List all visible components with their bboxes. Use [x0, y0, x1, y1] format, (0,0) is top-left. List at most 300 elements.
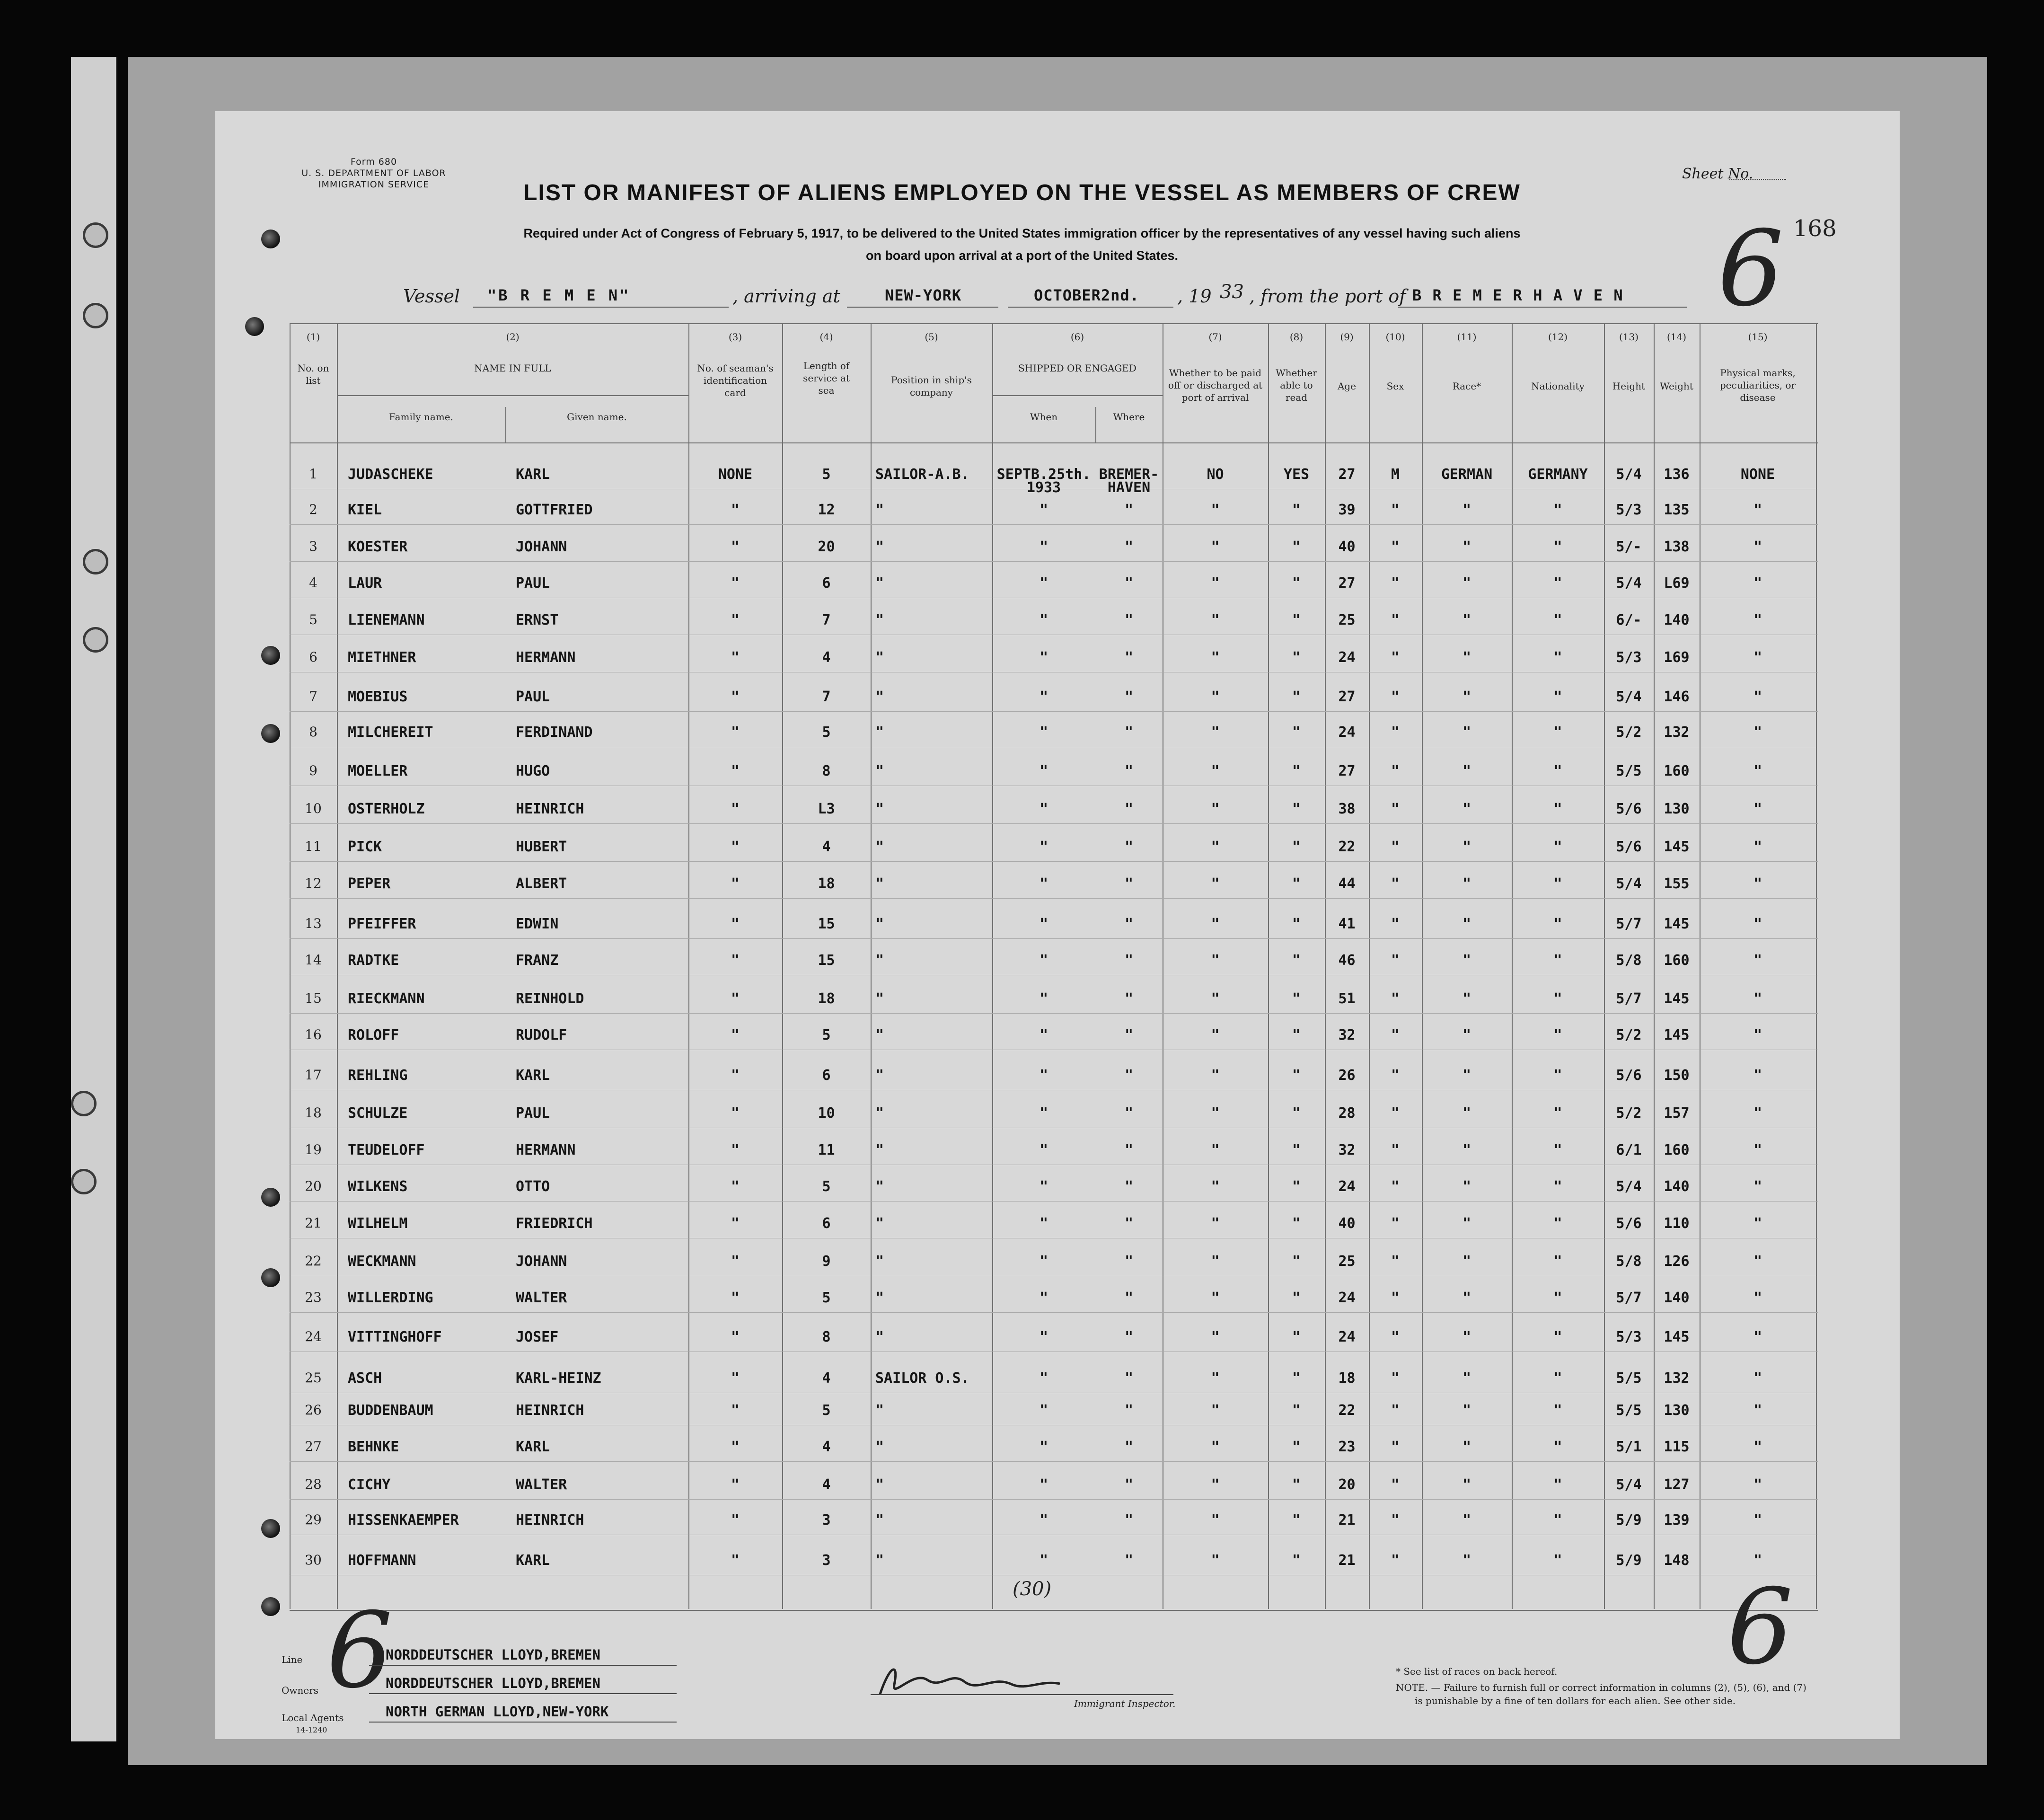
cell-family-name: BUDDENBAUM [348, 1402, 433, 1419]
cell-length-of-service: 5 [822, 1402, 831, 1419]
departure-port-line [1398, 307, 1687, 308]
cell-age: 27 [1338, 763, 1356, 779]
cell-nationality: " [1553, 1142, 1562, 1158]
cell-family-name: LIENEMANN [348, 612, 425, 628]
cell-race: " [1462, 763, 1471, 779]
cell-shipped-where: " [1124, 1253, 1134, 1270]
col-position-header: Position in ship's company [891, 374, 972, 398]
cell-sex: " [1391, 689, 1400, 705]
cell-age: 38 [1338, 801, 1356, 817]
cell-family-name: WILLERDING [348, 1290, 433, 1306]
cell-age: 46 [1338, 952, 1356, 969]
cell-able-to-read: " [1292, 502, 1301, 518]
cell-physical-marks: " [1753, 1027, 1762, 1043]
row-divider [290, 861, 1818, 862]
cell-position: " [875, 839, 884, 855]
cell-weight: 155 [1664, 875, 1690, 892]
cell-weight: 126 [1664, 1253, 1690, 1270]
cell-family-name: ROLOFF [348, 1027, 399, 1043]
cell-family-name: SCHULZE [348, 1105, 408, 1122]
cell-race: " [1462, 1253, 1471, 1270]
cell-weight: 140 [1664, 1178, 1690, 1195]
arrival-date-line [1008, 307, 1173, 308]
cell-weight: 157 [1664, 1105, 1690, 1122]
cell-nationality: " [1553, 689, 1562, 705]
cell-id-card: " [731, 612, 740, 628]
cell-shipped-when: " [1039, 1178, 1048, 1195]
cell-given-name: REINHOLD [516, 990, 584, 1007]
cell-physical-marks: " [1753, 952, 1762, 969]
cell-physical-marks: NONE [1740, 466, 1775, 483]
cell-family-name: PEPER [348, 875, 391, 892]
cell-given-name: PAUL [516, 689, 550, 705]
cell-shipped-when-year: 1933 [1026, 479, 1061, 496]
cell-weight: 150 [1664, 1067, 1690, 1084]
cell-able-to-read: " [1292, 689, 1301, 705]
cell-height: 5/9 [1616, 1552, 1642, 1569]
rivet [245, 317, 264, 336]
cell-age: 26 [1338, 1067, 1356, 1084]
cell-shipped-where-cont: HAVEN [1107, 479, 1151, 496]
cell-age: 21 [1338, 1512, 1356, 1528]
vessel-name-line [473, 307, 729, 308]
cell-position: " [875, 1290, 884, 1306]
cell-given-name: OTTO [516, 1178, 550, 1195]
col-read-header: Whether able to read [1276, 367, 1317, 403]
cell-sex: " [1391, 1290, 1400, 1306]
cell-row-number: 29 [305, 1512, 322, 1528]
cell-age: 20 [1338, 1476, 1356, 1493]
cell-length-of-service: 5 [822, 1290, 831, 1306]
col-12-number: (12) [1548, 331, 1568, 343]
col-nationality-header: Nationality [1531, 380, 1585, 392]
owners-value: NORDDEUTSCHER LLOYD,BREMEN [386, 1675, 600, 1691]
col-where-header: Where [1113, 411, 1145, 423]
cell-length-of-service: 4 [822, 839, 831, 855]
cell-id-card: " [731, 539, 740, 555]
cell-weight: 115 [1664, 1439, 1690, 1455]
cell-physical-marks: " [1753, 1329, 1762, 1345]
cell-id-card: " [731, 1215, 740, 1232]
cell-length-of-service: 5 [822, 1178, 831, 1195]
cell-sex: " [1391, 839, 1400, 855]
races-note: * See list of races on back hereof. [1396, 1666, 1558, 1677]
row-divider [290, 711, 1818, 712]
cell-race: " [1462, 1067, 1471, 1084]
rivet [261, 1597, 280, 1616]
cell-height: 5/9 [1616, 1512, 1642, 1528]
col-shipped-header: SHIPPED OR ENGAGED [1018, 362, 1137, 374]
cell-given-name: JOSEF [516, 1329, 559, 1345]
owners-value-line [369, 1693, 677, 1694]
cell-position: " [875, 612, 884, 628]
col-5-number: (5) [925, 331, 938, 343]
cell-given-name: ERNST [516, 612, 559, 628]
row-divider [290, 1461, 1818, 1462]
cell-length-of-service: 15 [818, 952, 835, 969]
cell-sex: M [1391, 466, 1400, 483]
cell-paid-off: " [1211, 763, 1220, 779]
cell-id-card: " [731, 1512, 740, 1528]
cell-nationality: " [1553, 724, 1562, 741]
cell-age: 22 [1338, 1402, 1356, 1419]
cell-nationality: " [1553, 952, 1562, 969]
cell-family-name: KIEL [348, 502, 382, 518]
col-family-name-header: Family name. [389, 411, 453, 423]
cell-able-to-read: " [1292, 952, 1301, 969]
cell-row-number: 23 [305, 1290, 322, 1305]
cell-shipped-when: " [1039, 875, 1048, 892]
cell-height: 5/2 [1616, 724, 1642, 741]
cell-id-card: " [731, 649, 740, 666]
cell-shipped-when: " [1039, 502, 1048, 518]
cell-shipped-when: " [1039, 689, 1048, 705]
total-count: (30) [1013, 1578, 1052, 1600]
cell-length-of-service: 12 [818, 502, 835, 518]
cell-sex: " [1391, 1439, 1400, 1455]
cell-able-to-read: " [1292, 575, 1301, 592]
cell-weight: 145 [1664, 839, 1690, 855]
cell-shipped-when: " [1039, 1067, 1048, 1084]
cell-paid-off: " [1211, 875, 1220, 892]
cell-height: 5/5 [1616, 1402, 1642, 1419]
cell-length-of-service: 10 [818, 1105, 835, 1122]
cell-sex: " [1391, 612, 1400, 628]
cell-id-card: " [731, 1253, 740, 1270]
row-divider [290, 1201, 1818, 1202]
cell-given-name: HEINRICH [516, 801, 584, 817]
cell-nationality: " [1553, 1027, 1562, 1043]
cell-able-to-read: " [1292, 1439, 1301, 1455]
cell-given-name: FRANZ [516, 952, 559, 969]
cell-height: 5/6 [1616, 1067, 1642, 1084]
col-physical-marks-header: Physical marks, peculiarities, or disease [1719, 367, 1796, 403]
sheet-number-line [1729, 179, 1786, 180]
cell-able-to-read: " [1292, 1178, 1301, 1195]
arrival-port-line [847, 307, 998, 308]
cell-given-name: WALTER [516, 1476, 567, 1493]
cell-length-of-service: 4 [822, 649, 831, 666]
arriving-label: , arriving at [732, 286, 840, 307]
cell-able-to-read: " [1292, 1329, 1301, 1345]
cell-race: " [1462, 1552, 1471, 1569]
name-header-divider [337, 395, 688, 396]
cell-id-card: " [731, 1178, 740, 1195]
cell-weight: 130 [1664, 801, 1690, 817]
binder-hole [83, 549, 108, 574]
cell-position: " [875, 763, 884, 779]
inspector-label: Immigrant Inspector. [1074, 1698, 1176, 1709]
cell-paid-off: " [1211, 1512, 1220, 1528]
cell-sex: " [1391, 649, 1400, 666]
cell-weight: 130 [1664, 1402, 1690, 1419]
col-name-header: NAME IN FULL [474, 362, 551, 374]
cell-nationality: " [1553, 649, 1562, 666]
rivet [261, 1519, 280, 1538]
cell-nationality: " [1553, 990, 1562, 1007]
cell-physical-marks: " [1753, 1552, 1762, 1569]
cell-weight: 160 [1664, 952, 1690, 969]
cell-height: 5/4 [1616, 875, 1642, 892]
cell-shipped-where: " [1124, 952, 1134, 969]
cell-length-of-service: 4 [822, 1476, 831, 1493]
col-race-header: Race* [1452, 380, 1481, 392]
col-4-number: (4) [819, 331, 833, 343]
cell-weight: 136 [1664, 466, 1690, 483]
cell-able-to-read: " [1292, 990, 1301, 1007]
cell-weight: 140 [1664, 1290, 1690, 1306]
cell-able-to-read: " [1292, 1476, 1301, 1493]
cell-row-number: 27 [305, 1439, 322, 1454]
cell-row-number: 7 [309, 689, 317, 704]
cell-height: 5/8 [1616, 1253, 1642, 1270]
cell-race: " [1462, 839, 1471, 855]
cell-physical-marks: " [1753, 1402, 1762, 1419]
cell-able-to-read: " [1292, 1370, 1301, 1387]
cell-shipped-where: " [1124, 1105, 1134, 1122]
cell-weight: 145 [1664, 990, 1690, 1007]
handwritten-right-mark: 6 [1727, 1566, 1793, 1687]
cell-race: GERMAN [1441, 466, 1493, 483]
cell-given-name: KARL [516, 1552, 550, 1569]
service-name: IMMIGRATION SERVICE [318, 179, 430, 190]
cell-family-name: RADTKE [348, 952, 399, 969]
cell-position: " [875, 724, 884, 741]
col-3-number: (3) [728, 331, 742, 343]
cell-row-number: 2 [309, 502, 317, 517]
cell-height: 5/4 [1616, 1178, 1642, 1195]
cell-weight: 146 [1664, 689, 1690, 705]
cell-row-number: 6 [309, 649, 317, 665]
cell-given-name: HEINRICH [516, 1402, 584, 1419]
cell-shipped-when: " [1039, 1439, 1048, 1455]
departure-port: B R E M E R H A V E N [1412, 286, 1624, 304]
cell-paid-off: " [1211, 1329, 1220, 1345]
cell-age: 24 [1338, 1178, 1356, 1195]
binder-hole [71, 1169, 97, 1194]
cell-physical-marks: " [1753, 763, 1762, 779]
cell-paid-off: " [1211, 1178, 1220, 1195]
cell-length-of-service: 5 [822, 724, 831, 741]
cell-position: " [875, 502, 884, 518]
vessel-label: Vessel [403, 286, 460, 307]
cell-family-name: VITTINGHOFF [348, 1329, 442, 1345]
cell-paid-off: " [1211, 1290, 1220, 1306]
cell-shipped-where: BREMER- [1099, 466, 1159, 483]
cell-given-name: KARL [516, 1067, 550, 1084]
cell-able-to-read: " [1292, 1290, 1301, 1306]
cell-family-name: MOEBIUS [348, 689, 408, 705]
cell-sex: " [1391, 990, 1400, 1007]
cell-shipped-when: " [1039, 990, 1048, 1007]
col-service-header: Length of service at sea [803, 360, 850, 396]
cell-race: " [1462, 1027, 1471, 1043]
cell-shipped-when: " [1039, 1253, 1048, 1270]
cell-position: SAILOR O.S. [875, 1370, 969, 1387]
cell-age: 40 [1338, 539, 1356, 555]
cell-height: 5/2 [1616, 1027, 1642, 1043]
cell-length-of-service: 3 [822, 1512, 831, 1528]
cell-family-name: WILKENS [348, 1178, 408, 1195]
cell-race: " [1462, 539, 1471, 555]
cell-id-card: " [731, 990, 740, 1007]
cell-weight: 132 [1664, 1370, 1690, 1387]
cell-age: 39 [1338, 502, 1356, 518]
cell-id-card: " [731, 763, 740, 779]
cell-length-of-service: 8 [822, 763, 831, 779]
cell-paid-off: " [1211, 502, 1220, 518]
col-sex-header: Sex [1386, 380, 1404, 392]
cell-physical-marks: " [1753, 612, 1762, 628]
cell-age: 32 [1338, 1142, 1356, 1158]
cell-age: 27 [1338, 689, 1356, 705]
cell-row-number: 13 [305, 916, 322, 931]
cell-shipped-where: " [1124, 1142, 1134, 1158]
cell-able-to-read: " [1292, 1067, 1301, 1084]
cell-physical-marks: " [1753, 801, 1762, 817]
cell-shipped-where: " [1124, 839, 1134, 855]
rivet [261, 1188, 280, 1207]
cell-physical-marks: " [1753, 649, 1762, 666]
cell-shipped-where: " [1124, 875, 1134, 892]
col-11-number: (11) [1457, 331, 1477, 343]
cell-position: " [875, 689, 884, 705]
cell-height: 5/6 [1616, 839, 1642, 855]
cell-race: " [1462, 1512, 1471, 1528]
owners-label: Owners [282, 1685, 319, 1696]
cell-able-to-read: " [1292, 1105, 1301, 1122]
cell-sex: " [1391, 1178, 1400, 1195]
cell-shipped-when: " [1039, 724, 1048, 741]
cell-sex: " [1391, 1253, 1400, 1270]
cell-id-card: " [731, 1142, 740, 1158]
cell-shipped-when: " [1039, 539, 1048, 555]
cell-given-name: PAUL [516, 1105, 550, 1122]
binder-hole [83, 627, 108, 653]
cell-paid-off: " [1211, 1067, 1220, 1084]
cell-nationality: " [1553, 839, 1562, 855]
cell-nationality: " [1553, 612, 1562, 628]
cell-paid-off: " [1211, 1142, 1220, 1158]
cell-paid-off: " [1211, 952, 1220, 969]
binder-hole [71, 1091, 97, 1116]
cell-position: " [875, 1329, 884, 1345]
cell-height: 5/1 [1616, 1439, 1642, 1455]
cell-physical-marks: " [1753, 1290, 1762, 1306]
cell-row-number: 10 [305, 801, 322, 816]
cell-paid-off: " [1211, 1439, 1220, 1455]
cell-position: " [875, 1402, 884, 1419]
col-age-header: Age [1337, 380, 1357, 392]
cell-length-of-service: 20 [818, 539, 835, 555]
cell-family-name: MOELLER [348, 763, 408, 779]
cell-position: " [875, 1027, 884, 1043]
cell-weight: 135 [1664, 502, 1690, 518]
cell-length-of-service: 4 [822, 1439, 831, 1455]
col-paid-off-header: Whether to be paid off or discharged at port of arrival [1168, 367, 1263, 403]
cell-shipped-where: " [1124, 916, 1134, 932]
row-divider [290, 938, 1818, 939]
cell-race: " [1462, 990, 1471, 1007]
cell-shipped-where: " [1124, 763, 1134, 779]
cell-nationality: " [1553, 1439, 1562, 1455]
cell-family-name: ASCH [348, 1370, 382, 1387]
cell-shipped-when: " [1039, 916, 1048, 932]
cell-shipped-where: " [1124, 1512, 1134, 1528]
cell-row-number: 3 [309, 539, 317, 554]
cell-able-to-read: " [1292, 875, 1301, 892]
cell-shipped-when: SEPTB.25th. [996, 466, 1091, 483]
cell-paid-off: " [1211, 575, 1220, 592]
cell-able-to-read: " [1292, 1552, 1301, 1569]
cell-given-name: GOTTFRIED [516, 502, 593, 518]
cell-physical-marks: " [1753, 1067, 1762, 1084]
cell-position: " [875, 952, 884, 969]
cell-race: " [1462, 1290, 1471, 1306]
cell-given-name: PAUL [516, 575, 550, 592]
cell-weight: 169 [1664, 649, 1690, 666]
cell-id-card: " [731, 724, 740, 741]
cell-weight: 145 [1664, 1329, 1690, 1345]
cell-height: 5/- [1616, 539, 1642, 555]
cell-nationality: " [1553, 1290, 1562, 1306]
cell-shipped-when: " [1039, 839, 1048, 855]
cell-shipped-when: " [1039, 612, 1048, 628]
cell-physical-marks: " [1753, 502, 1762, 518]
cell-id-card: " [731, 916, 740, 932]
cell-physical-marks: " [1753, 575, 1762, 592]
cell-age: 24 [1338, 649, 1356, 666]
cell-paid-off: " [1211, 724, 1220, 741]
cell-paid-off: " [1211, 649, 1220, 666]
cell-row-number: 20 [305, 1178, 322, 1194]
cell-able-to-read: " [1292, 763, 1301, 779]
cell-row-number: 16 [305, 1027, 322, 1043]
col-13-number: (13) [1619, 331, 1639, 343]
cell-physical-marks: " [1753, 1253, 1762, 1270]
cell-weight: 138 [1664, 539, 1690, 555]
cell-length-of-service: 11 [818, 1142, 835, 1158]
cell-position: " [875, 1067, 884, 1084]
cell-shipped-where: " [1124, 1329, 1134, 1345]
cell-height: 5/7 [1616, 1290, 1642, 1306]
cell-paid-off: " [1211, 1253, 1220, 1270]
cell-paid-off: " [1211, 689, 1220, 705]
rivet [261, 724, 280, 743]
cell-race: " [1462, 1105, 1471, 1122]
cell-row-number: 18 [305, 1105, 322, 1121]
cell-length-of-service: 18 [818, 990, 835, 1007]
cell-nationality: " [1553, 1329, 1562, 1345]
cell-family-name: BEHNKE [348, 1439, 399, 1455]
cell-race: " [1462, 1402, 1471, 1419]
cell-physical-marks: " [1753, 1105, 1762, 1122]
cell-paid-off: " [1211, 839, 1220, 855]
line-label: Line [282, 1654, 303, 1665]
cell-paid-off: " [1211, 990, 1220, 1007]
cell-family-name: CICHY [348, 1476, 391, 1493]
cell-id-card: " [731, 875, 740, 892]
cell-position: " [875, 539, 884, 555]
cell-row-number: 24 [305, 1329, 322, 1344]
cell-row-number: 12 [305, 875, 322, 891]
cell-sex: " [1391, 502, 1400, 518]
cell-shipped-when: " [1039, 1142, 1048, 1158]
cell-race: " [1462, 502, 1471, 518]
cell-given-name: HERMANN [516, 649, 576, 666]
col-given-name-header: Given name. [567, 411, 627, 423]
cell-shipped-where: " [1124, 575, 1134, 592]
